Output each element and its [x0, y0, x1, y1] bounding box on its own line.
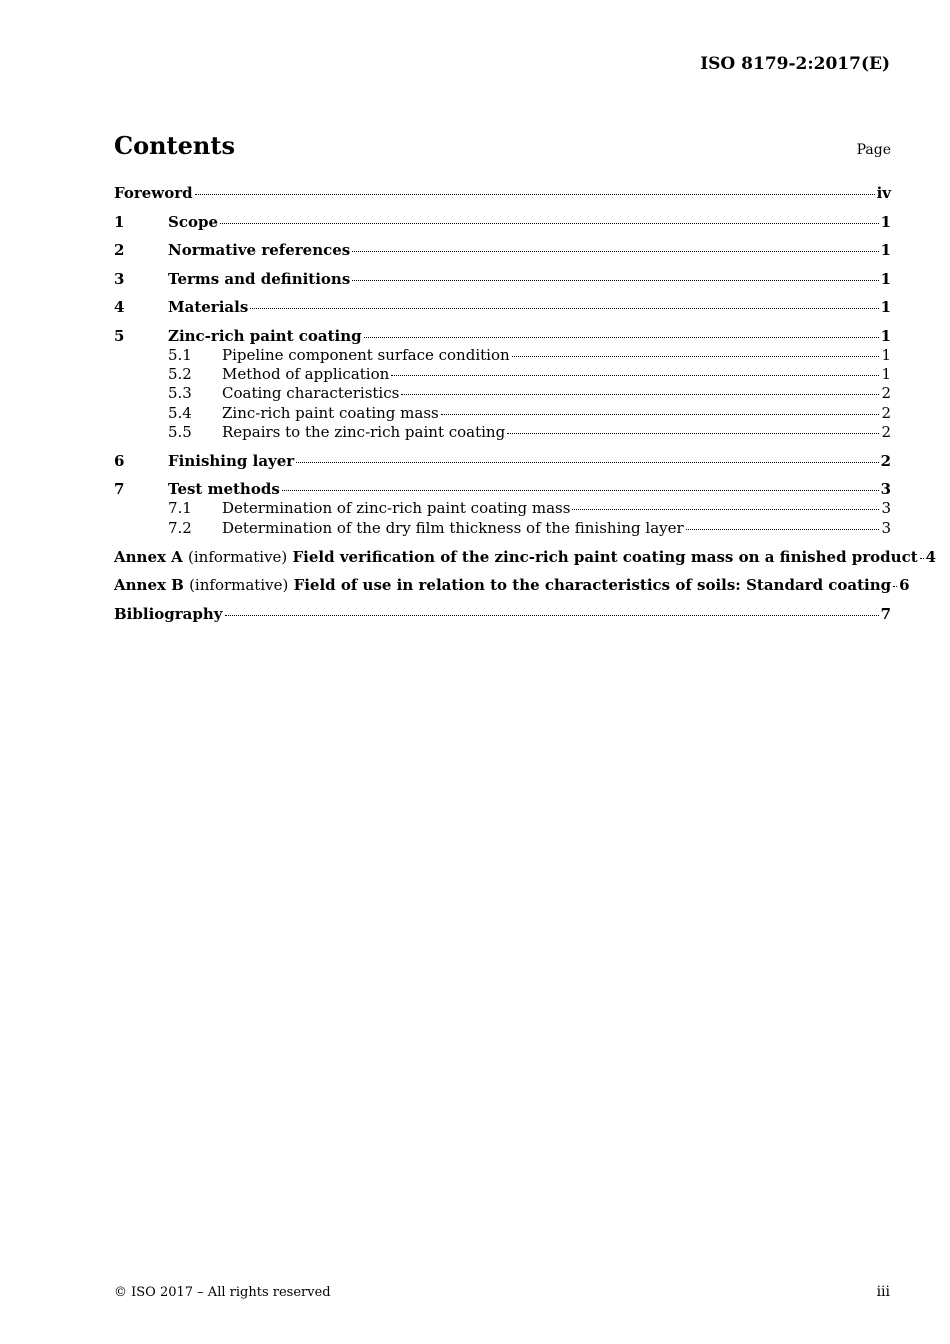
toc-annex-entry[interactable]	[114, 547, 937, 567]
page-number: iii	[876, 1284, 890, 1300]
toc-entry[interactable]	[114, 184, 891, 203]
annex-label: Annex A	[114, 547, 183, 566]
toc-entry-page: 1	[880, 241, 891, 259]
toc-entry-title: Method of application	[222, 364, 390, 383]
annex-qualifier: (informative)	[189, 576, 289, 595]
toc-entry-number: 5.2	[168, 364, 192, 383]
toc-entry-number: 4	[114, 298, 125, 316]
toc-entry-title	[114, 548, 918, 567]
toc-entry-title: Zinc-rich paint coating	[168, 326, 362, 345]
toc-entry-page: 1	[881, 345, 891, 364]
toc-subentry[interactable]	[114, 365, 891, 384]
toc-entry-page: iv	[876, 184, 891, 202]
toc-subentry[interactable]	[114, 384, 891, 403]
toc-entry-page: 1	[881, 364, 891, 383]
dot-leader	[401, 394, 879, 395]
toc-entry-title: Pipeline component surface condition	[222, 345, 510, 364]
dot-leader	[512, 356, 880, 357]
toc-entry-title: Scope	[168, 212, 219, 231]
dot-leader	[893, 586, 897, 587]
toc-entry-number: 5.4	[168, 403, 192, 422]
toc-entry-number: 7	[114, 480, 125, 499]
toc-entry-number: 6	[114, 451, 125, 470]
dot-leader	[441, 414, 880, 415]
dot-leader	[250, 308, 878, 309]
toc-entry[interactable]	[114, 241, 891, 260]
toc-entry[interactable]	[114, 270, 891, 289]
dot-leader	[686, 529, 880, 530]
toc-entry-title: Coating characteristics	[222, 384, 400, 403]
toc-entry-title: Zinc-rich paint coating mass	[222, 403, 439, 422]
toc-entry-page: 7	[880, 604, 891, 623]
toc-subentry[interactable]	[114, 499, 891, 518]
toc-entry-number: 7.2	[168, 518, 192, 537]
dot-leader	[391, 375, 879, 376]
dot-leader	[352, 280, 878, 281]
toc-entry-number: 5	[114, 326, 125, 345]
toc-entry-page: 3	[880, 480, 891, 499]
toc-entry-page: 1	[880, 212, 891, 231]
toc-entry-title: Bibliography	[114, 604, 223, 623]
dot-leader	[282, 490, 879, 491]
toc-entry-number: 5.5	[168, 423, 192, 442]
dot-leader	[572, 509, 879, 510]
toc-entry-number: 1	[114, 212, 125, 231]
toc-entry-page: 1	[880, 326, 891, 345]
copyright-notice: © ISO 2017 – All rights reserved	[114, 1285, 331, 1300]
dot-leader	[220, 223, 879, 224]
toc-entry-page: 3	[881, 499, 891, 518]
toc-entry-page: 4	[925, 547, 937, 566]
toc-entry-title: Determination of zinc-rich paint coating mass	[222, 499, 571, 518]
dot-leader	[507, 433, 879, 434]
annex-label: Annex B	[114, 576, 184, 595]
toc-entry-title: Materials	[168, 298, 249, 316]
toc-entry[interactable]	[114, 298, 891, 317]
annex-qualifier: (informative)	[188, 547, 288, 566]
toc-entry-number: 7.1	[168, 499, 192, 518]
toc-entry-page: 2	[881, 384, 891, 403]
toc-entry-title: Repairs to the zinc-rich paint coating	[222, 423, 506, 442]
page-column-label: Page	[856, 142, 891, 158]
document-id: ISO 8179-2:2017(E)	[700, 54, 890, 74]
toc-entry[interactable]	[114, 327, 891, 346]
toc-entry-page: 2	[880, 451, 891, 470]
toc-entry[interactable]	[114, 452, 891, 471]
toc-entry-page: 2	[881, 423, 891, 442]
toc-entry-title: Finishing layer	[168, 451, 295, 470]
toc-entry[interactable]	[114, 213, 891, 232]
dot-leader	[225, 615, 879, 616]
contents-heading: Contents	[114, 131, 235, 160]
dot-leader	[364, 337, 879, 338]
toc-entry-number: 5.3	[168, 384, 192, 403]
toc-entry-page: 3	[881, 518, 891, 537]
toc-entry[interactable]	[114, 605, 891, 624]
toc-entry-title	[114, 576, 891, 595]
toc-entry-title: Terms and definitions	[168, 269, 351, 288]
toc-entry-page: 2	[881, 403, 891, 422]
table-of-contents	[114, 184, 937, 624]
toc-entry-number: 5.1	[168, 345, 192, 364]
toc-entry-title: Test methods	[168, 480, 280, 499]
toc-entry-page: 1	[880, 298, 891, 316]
toc-subentry[interactable]	[114, 346, 891, 365]
toc-subentry[interactable]	[114, 423, 891, 442]
toc-entry-title: Foreword	[114, 184, 193, 202]
annex-title: Field of use in relation to the characteristics of soils: Standard coating	[293, 576, 892, 595]
toc-entry[interactable]	[114, 480, 891, 499]
toc-entry-title: Normative references	[168, 241, 351, 259]
toc-entry-page: 6	[899, 576, 910, 595]
toc-entry-title: Determination of the dry film thickness of the finishing layer	[222, 518, 684, 537]
toc-subentry[interactable]	[114, 519, 891, 538]
dot-leader	[352, 251, 878, 252]
toc-annex-entry[interactable]	[114, 576, 910, 595]
toc-entry-number: 3	[114, 269, 125, 288]
toc-entry-page: 1	[880, 269, 891, 288]
dot-leader	[195, 194, 875, 195]
dot-leader	[920, 558, 924, 559]
toc-subentry[interactable]	[114, 404, 891, 423]
toc-entry-number: 2	[114, 241, 125, 259]
dot-leader	[296, 462, 878, 463]
annex-title: Field verification of the zinc-rich paint coating mass on a finished product	[292, 547, 918, 566]
